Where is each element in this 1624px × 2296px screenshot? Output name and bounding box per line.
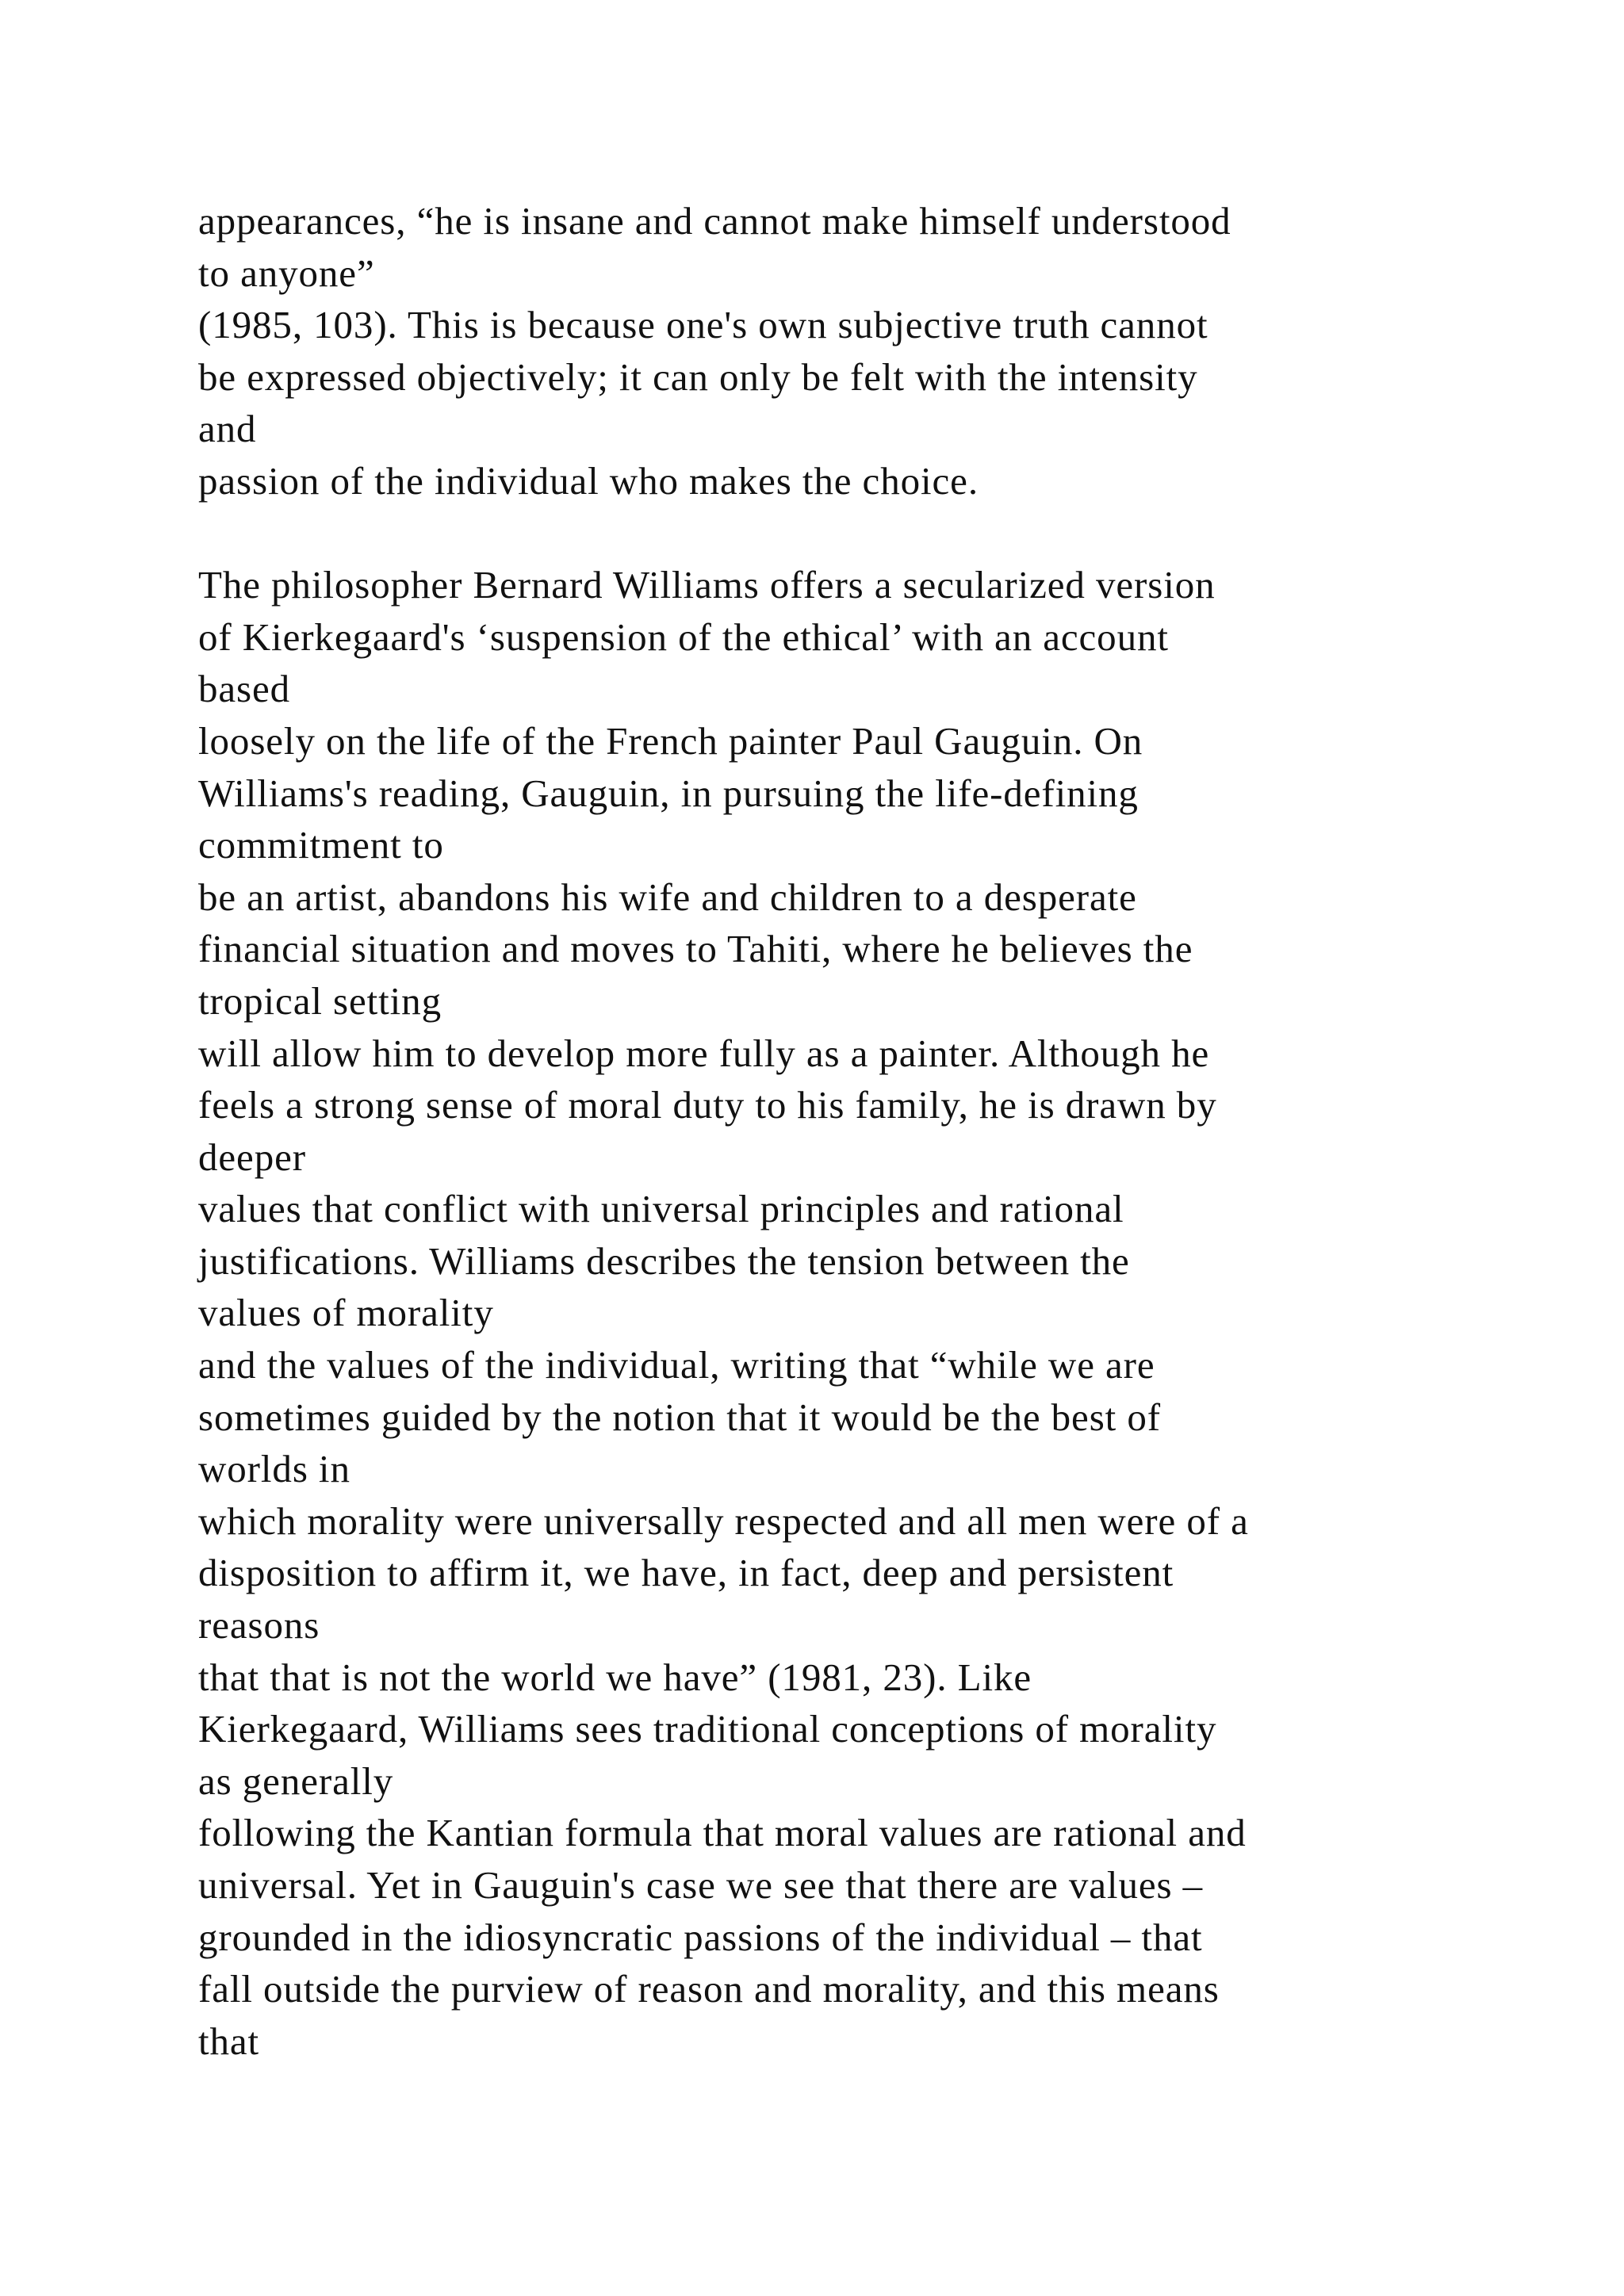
text-line: disposition to affirm it, we have, in fact, deep and persistent	[198, 1551, 1174, 1595]
text-line: which morality were universally respected and all men were of a	[198, 1498, 1249, 1543]
text-line: worlds in	[198, 1447, 350, 1491]
text-line: following the Kantian formula that moral values are rational and	[198, 1811, 1247, 1855]
text-line: deeper	[198, 1135, 306, 1179]
text-line: justifications. Williams describes the tension between the	[198, 1238, 1130, 1283]
text-line: universal. Yet in Gauguin's case we see that there are values –	[198, 1863, 1204, 1907]
text-line: as generally	[198, 1758, 394, 1803]
text-line: of Kierkegaard's ‘suspension of the ethical’ with an account	[198, 614, 1169, 659]
text-line: The philosopher Bernard Williams offers a secularized version	[198, 563, 1216, 607]
document-body	[198, 195, 1578, 2067]
text-line: that that is not the world we have” (1981, 23). Like	[198, 1655, 1032, 1699]
text-line: fall outside the purview of reason and morality, and this means	[198, 1967, 1220, 2011]
text-line: to anyone”	[198, 251, 375, 295]
text-line: values that conflict with universal principles and rational	[198, 1187, 1124, 1231]
text-line: sometimes guided by the notion that it would be the best of	[198, 1395, 1161, 1439]
text-line: commitment to	[198, 823, 444, 867]
text-line: that	[198, 2019, 260, 2063]
text-line: based	[198, 667, 291, 711]
text-line: feels a strong sense of moral duty to his family, he is drawn by	[198, 1083, 1217, 1127]
text-line: appearances, “he is insane and cannot make himself understood	[198, 199, 1231, 243]
text-line: values of morality	[198, 1291, 494, 1335]
paragraph-spacer	[198, 507, 1578, 560]
text-line: be expressed objectively; it can only be felt with the intensity	[198, 354, 1198, 399]
text-line: be an artist, abandons his wife and children to a desperate	[198, 874, 1137, 919]
text-line: Williams's reading, Gauguin, in pursuing the life-defining	[198, 771, 1139, 815]
text-line: loosely on the life of the French painter Paul Gauguin. On	[198, 718, 1143, 763]
text-line: grounded in the idiosyncratic passions of the individual – that	[198, 1915, 1203, 1959]
text-line: (1985, 103). This is because one's own subjective truth cannot	[198, 303, 1208, 347]
text-line: tropical setting	[198, 978, 442, 1023]
paragraph-2	[198, 559, 1578, 2067]
text-line: will allow him to develop more fully as a painter. Although he	[198, 1031, 1210, 1075]
paragraph-1	[198, 195, 1578, 507]
text-line: passion of the individual who makes the choice.	[198, 458, 979, 503]
text-line: and	[198, 407, 257, 451]
text-line: financial situation and moves to Tahiti, where he believes the	[198, 927, 1193, 971]
text-line: reasons	[198, 1603, 320, 1647]
text-line: and the values of the individual, writing that “while we are	[198, 1343, 1155, 1387]
text-line: Kierkegaard, Williams sees traditional conceptions of morality	[198, 1707, 1217, 1751]
